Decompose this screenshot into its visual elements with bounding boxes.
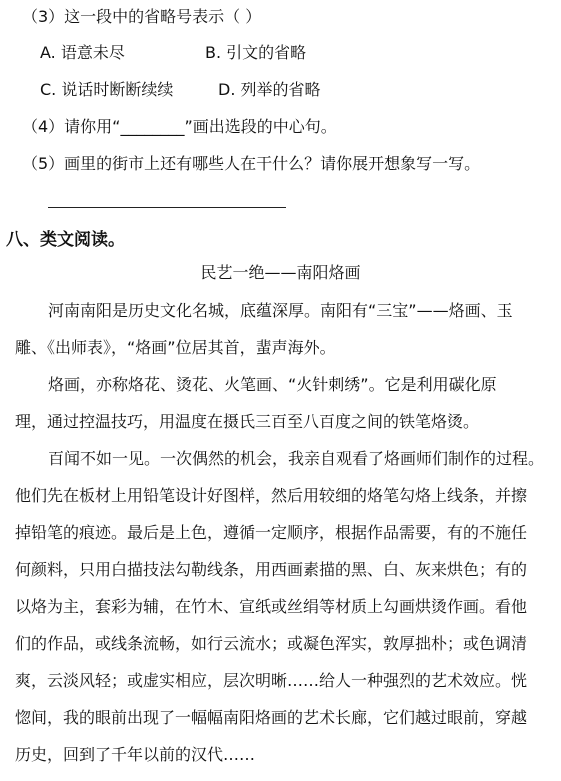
answer-line[interactable]	[48, 207, 286, 208]
article-line: 历史，回到了千年以前的汉代……	[15, 745, 256, 764]
article-line: 烙画，亦称烙花、烫花、火笔画、“火针刺绣”。它是利用碳化原	[48, 375, 497, 394]
question-5: （5）画里的街市上还有哪些人在干什么？请你展开想象写一写。	[22, 154, 481, 173]
article-line: 爽，云淡风轻；或虚实相应，层次明晰……给人一种强烈的艺术效应。恍	[15, 671, 528, 690]
article-line: 百闻不如一见。一次偶然的机会，我亲自观看了烙画师们制作的过程。	[48, 449, 545, 468]
q3-option-c: C. 说话时断断续续	[40, 80, 174, 99]
section-title: 八、类文阅读。	[6, 230, 125, 250]
question-3: （3）这一段中的省略号表示（ ）	[22, 7, 262, 26]
article-title: 民艺一绝——南阳烙画	[200, 263, 361, 282]
article-line: 们的作品，或线条流畅，如行云流水；或凝色浑实，敦厚拙朴；或色调清	[15, 634, 528, 653]
article-line: 惚间，我的眼前出现了一幅幅南阳烙画的艺术长廊，它们越过眼前，穿越	[15, 708, 528, 727]
q3-option-d: D. 列举的省略	[218, 80, 321, 99]
article-line: 理，通过控温技巧，用温度在摄氏三百至八百度之间的铁笔烙烫。	[15, 412, 480, 431]
article-line: 何颜料，只用白描技法勾勒线条，用西画素描的黑、白、灰来烘色；有的	[15, 560, 528, 579]
article-line: 河南南阳是历史文化名城，底蕴深厚。南阳有“三宝”——烙画、玉	[48, 301, 513, 320]
article-line: 雕、《出师表》，“烙画”位居其首，蜚声海外。	[15, 338, 336, 357]
question-4: （4）请你用“________”画出选段的中心句。	[22, 117, 337, 136]
article-line: 以烙为主，套彩为辅，在竹木、宣纸或丝绢等材质上勾画烘烫作画。看他	[15, 597, 528, 616]
q3-option-a: A. 语意未尽	[40, 43, 125, 62]
article-line: 掉铅笔的痕迹。最后是上色，遵循一定顺序，根据作品需要，有的不施任	[15, 523, 528, 542]
article-line: 他们先在板材上用铅笔设计好图样，然后用较细的烙笔勾烙上线条，并擦	[15, 486, 528, 505]
q3-option-b: B. 引文的省略	[205, 43, 307, 62]
